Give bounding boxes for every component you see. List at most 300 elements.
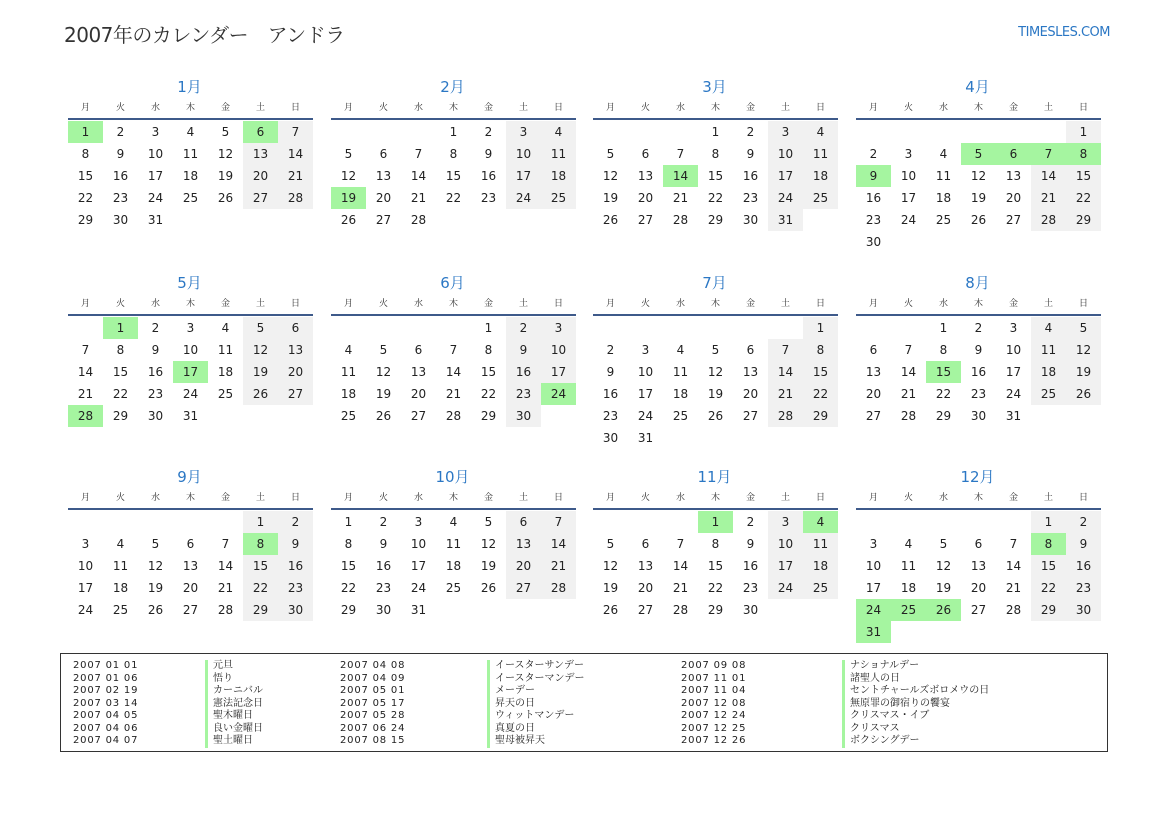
empty-cell [891,121,926,143]
holiday-name: 無原罪の御宿りの饗宴 [842,698,989,711]
day-cell: 4 [803,511,838,533]
day-cell: 18 [803,165,838,187]
day-cell: 20 [375,191,392,205]
empty-cell [68,317,103,339]
day-cell: 20 [637,581,654,595]
empty-cell [996,121,1031,143]
holiday-name: 真夏の日 [487,723,585,736]
day-grid [68,121,313,231]
day-cell: 6 [186,537,195,551]
weekday-label: 土 [255,103,265,113]
day-cell: 16 [970,365,987,379]
day-cell: 13 [182,559,199,573]
day-cell: 13 [865,365,882,379]
weekday-label: 月 [343,103,353,113]
day-cell: 3 [768,511,803,533]
weekday-label: 金 [220,103,230,113]
day-cell: 15 [445,169,462,183]
day-cell: 22 [935,387,952,401]
weekday-label: 月 [80,103,90,113]
weekday-header [593,294,838,316]
weekday-label: 土 [518,493,528,503]
empty-cell [401,121,436,143]
day-cell: 12 [970,169,987,183]
day-cell: 5 [379,343,388,357]
day-cell: 16 [865,191,882,205]
day-cell: 12 [147,559,164,573]
day-cell: 4 [116,537,125,551]
day-cell: 13 [375,169,392,183]
day-cell: 21 [445,387,462,401]
weekday-label: 火 [903,493,913,503]
day-cell: 16 [1066,555,1101,577]
weekday-label: 水 [938,493,948,503]
month-name: 8月 [965,274,990,292]
day-cell: 14 [217,559,234,573]
empty-cell [103,511,138,533]
day-cell: 6 [641,147,650,161]
weekday-label: 火 [378,103,388,113]
day-cell: 18 [445,559,462,573]
day-cell: 5 [484,515,493,529]
holiday-date: 2007 06 24 [340,722,406,734]
day-cell: 13 [243,143,278,165]
day-cell: 21 [410,191,427,205]
weekday-header [68,294,313,316]
day-cell: 30 [742,213,759,227]
day-cell: 26 [970,213,987,227]
month-name: 10月 [435,468,470,486]
month-block [331,76,576,231]
day-cell: 22 [1031,577,1066,599]
empty-cell [331,121,366,143]
empty-cell [698,317,733,339]
day-cell: 7 [1009,537,1018,551]
weekday-label: 火 [640,299,650,309]
day-grid [593,317,838,449]
day-cell: 28 [768,405,803,427]
weekday-label: 土 [1043,493,1053,503]
weekday-label: 火 [115,493,125,503]
day-cell: 1 [711,125,720,139]
weekday-label: 金 [1008,299,1018,309]
day-cell: 4 [1031,317,1066,339]
day-cell: 15 [1031,555,1066,577]
day-cell: 16 [112,169,129,183]
day-cell: 15 [803,361,838,383]
day-cell: 17 [506,165,541,187]
weekday-header [331,294,576,316]
day-cell: 8 [1031,533,1066,555]
day-cell: 12 [375,365,392,379]
day-cell: 7 [1031,143,1066,165]
day-cell: 3 [186,321,195,335]
day-cell: 9 [379,537,388,551]
holiday-name: 昇天の日 [487,698,585,711]
weekday-label: 土 [255,493,265,503]
day-cell: 12 [243,339,278,361]
empty-cell [768,317,803,339]
weekday-header [593,488,838,510]
day-cell: 28 [541,577,576,599]
day-cell: 19 [331,187,366,209]
holiday-name: クリスマス [842,723,989,736]
empty-cell [208,511,243,533]
empty-cell [366,121,401,143]
day-cell: 26 [147,603,164,617]
holiday-date: 2007 12 24 [681,710,747,721]
empty-cell [68,511,103,533]
empty-cell [366,317,401,339]
day-cell: 5 [243,317,278,339]
month-name: 1月 [177,78,202,96]
day-cell: 12 [935,559,952,573]
day-cell: 18 [672,387,689,401]
day-cell: 23 [506,383,541,405]
day-cell: 2 [746,515,755,529]
day-cell: 23 [147,387,164,401]
day-cell: 30 [1066,599,1101,621]
weekday-label: 金 [745,103,755,113]
empty-cell [663,317,698,339]
day-cell: 20 [970,581,987,595]
weekday-label: 金 [483,103,493,113]
day-cell: 16 [480,169,497,183]
day-cell: 25 [340,409,357,423]
empty-cell [926,511,961,533]
weekday-label: 金 [220,299,230,309]
day-cell: 9 [746,537,755,551]
weekday-label: 水 [413,299,423,309]
day-cell: 15 [926,361,961,383]
empty-cell [663,511,698,533]
holiday-name: カーニバル [205,685,263,698]
day-cell: 26 [480,581,497,595]
weekday-label: 月 [80,299,90,309]
day-cell: 8 [243,533,278,555]
month-name: 2月 [440,78,465,96]
day-cell: 10 [1005,343,1022,357]
holiday-date: 2007 01 06 [73,672,139,684]
day-cell: 30 [865,235,882,249]
day-cell: 4 [904,537,913,551]
day-cell: 25 [672,409,689,423]
day-cell: 14 [541,533,576,555]
day-cell: 3 [541,317,576,339]
holiday-name: 聖土曜日 [205,735,263,748]
day-cell: 28 [410,213,427,227]
day-cell: 23 [375,581,392,595]
day-cell: 29 [1066,209,1101,231]
day-cell: 22 [243,577,278,599]
day-cell: 27 [637,603,654,617]
weekday-label: 木 [448,299,458,309]
day-cell: 23 [742,191,759,205]
day-cell: 13 [278,339,313,361]
day-cell: 18 [541,165,576,187]
day-cell: 5 [711,343,720,357]
day-cell: 8 [711,537,720,551]
day-cell: 26 [217,191,234,205]
weekday-label: 水 [938,103,948,113]
weekday-label: 火 [903,299,913,309]
day-cell: 23 [602,409,619,423]
day-cell: 4 [803,121,838,143]
day-cell: 14 [900,365,917,379]
day-cell: 21 [77,387,94,401]
day-cell: 25 [803,187,838,209]
day-cell: 19 [602,581,619,595]
month-block [331,466,576,621]
day-cell: 26 [602,213,619,227]
weekday-label: 水 [150,103,160,113]
day-cell: 11 [672,365,689,379]
day-cell: 2 [116,125,125,139]
day-cell: 1 [1031,511,1066,533]
month-block [856,272,1101,427]
day-cell: 17 [768,555,803,577]
day-cell: 14 [410,169,427,183]
day-cell: 7 [221,537,230,551]
day-cell: 17 [77,581,94,595]
day-cell: 26 [1066,383,1101,405]
weekday-label: 木 [973,493,983,503]
day-cell: 11 [1031,339,1066,361]
empty-cell [628,511,663,533]
day-cell: 12 [1066,339,1101,361]
weekday-label: 月 [868,299,878,309]
day-cell: 31 [182,409,199,423]
day-cell: 7 [904,343,913,357]
weekday-label: 金 [745,299,755,309]
weekday-label: 水 [675,299,685,309]
day-cell: 5 [961,143,996,165]
day-cell: 26 [602,603,619,617]
day-cell: 2 [278,511,313,533]
day-cell: 11 [445,537,462,551]
day-cell: 27 [506,577,541,599]
day-cell: 13 [637,169,654,183]
day-cell: 10 [410,537,427,551]
month-block [68,272,313,427]
day-cell: 9 [1066,533,1101,555]
day-cell: 28 [217,603,234,617]
day-cell: 7 [278,121,313,143]
day-cell: 17 [410,559,427,573]
holiday-name: ボクシングデー [842,735,989,748]
weekday-label: 日 [290,299,300,309]
day-cell: 1 [1066,121,1101,143]
day-cell: 21 [1005,581,1022,595]
day-cell: 14 [278,143,313,165]
day-cell: 11 [541,143,576,165]
day-cell: 20 [1005,191,1022,205]
day-cell: 9 [506,339,541,361]
empty-cell [891,317,926,339]
day-cell: 15 [707,169,724,183]
holiday-date: 2007 04 07 [73,735,139,746]
empty-cell [173,511,208,533]
day-cell: 20 [278,361,313,383]
day-cell: 4 [221,321,230,335]
day-cell: 7 [81,343,90,357]
weekday-label: 木 [448,103,458,113]
day-cell: 4 [449,515,458,529]
day-cell: 13 [1005,169,1022,183]
month-name: 7月 [702,274,727,292]
day-grid [331,121,576,231]
day-cell: 23 [1066,577,1101,599]
day-cell: 3 [414,515,423,529]
day-cell: 27 [375,213,392,227]
weekday-header [856,294,1101,316]
holiday-date: 2007 08 15 [340,735,406,746]
day-cell: 27 [865,409,882,423]
empty-cell [436,317,471,339]
day-cell: 22 [112,387,129,401]
weekday-label: 水 [938,299,948,309]
weekday-header [331,98,576,120]
day-cell: 9 [116,147,125,161]
day-cell: 8 [711,147,720,161]
day-cell: 4 [541,121,576,143]
weekday-label: 金 [483,493,493,503]
weekday-label: 月 [80,493,90,503]
day-cell: 31 [856,621,891,643]
month-name: 5月 [177,274,202,292]
weekday-label: 水 [150,299,160,309]
day-cell: 30 [375,603,392,617]
month-block [856,466,1101,643]
day-cell: 11 [935,169,952,183]
day-cell: 31 [637,431,654,445]
day-cell: 2 [506,317,541,339]
weekday-header [856,98,1101,120]
day-cell: 9 [856,165,891,187]
day-cell: 24 [506,187,541,209]
day-cell: 7 [541,511,576,533]
day-cell: 15 [1066,165,1101,187]
day-cell: 29 [77,213,94,227]
day-cell: 11 [217,343,234,357]
day-cell: 20 [182,581,199,595]
day-cell: 5 [344,147,353,161]
day-cell: 3 [641,343,650,357]
day-grid [331,317,576,427]
day-cell: 24 [768,187,803,209]
weekday-label: 金 [745,493,755,503]
day-cell: 6 [379,147,388,161]
day-cell: 8 [803,339,838,361]
holiday-name: イースターサンデー [487,660,585,673]
day-cell: 25 [217,387,234,401]
holiday-name: クリスマス・イブ [842,710,989,723]
holiday-name: イースターマンデー [487,673,585,686]
day-cell: 10 [182,343,199,357]
day-grid [856,511,1101,643]
day-cell: 18 [935,191,952,205]
day-cell: 18 [340,387,357,401]
day-cell: 19 [375,387,392,401]
weekday-label: 日 [1078,493,1088,503]
day-cell: 6 [641,537,650,551]
day-cell: 26 [340,213,357,227]
day-cell: 5 [606,147,615,161]
day-cell: 24 [147,191,164,205]
day-cell: 28 [1031,209,1066,231]
day-cell: 3 [904,147,913,161]
day-cell: 2 [1066,511,1101,533]
day-cell: 9 [746,147,755,161]
empty-cell [891,511,926,533]
day-cell: 9 [606,365,615,379]
weekday-label: 月 [343,299,353,309]
day-cell: 3 [81,537,90,551]
day-cell: 2 [974,321,983,335]
weekday-label: 金 [220,493,230,503]
day-cell: 30 [742,603,759,617]
day-cell: 2 [151,321,160,335]
weekday-label: 火 [378,299,388,309]
day-cell: 30 [112,213,129,227]
holiday-date: 2007 12 25 [681,722,747,734]
weekday-label: 日 [815,299,825,309]
day-cell: 8 [116,343,125,357]
day-cell: 14 [663,165,698,187]
holiday-name: 憲法記念日 [205,698,263,711]
weekday-label: 月 [605,493,615,503]
empty-cell [856,511,891,533]
holiday-date: 2007 02 19 [73,685,139,696]
day-cell: 24 [1005,387,1022,401]
day-cell: 24 [410,581,427,595]
weekday-label: 月 [343,493,353,503]
day-cell: 1 [103,317,138,339]
day-cell: 1 [68,121,103,143]
day-cell: 8 [449,147,458,161]
day-cell: 1 [344,515,353,529]
day-cell: 30 [506,405,541,427]
day-cell: 28 [672,213,689,227]
day-cell: 18 [182,169,199,183]
day-cell: 15 [707,559,724,573]
day-cell: 17 [900,191,917,205]
holiday-name: 諸聖人の日 [842,673,989,686]
weekday-label: 日 [290,103,300,113]
weekday-label: 水 [413,493,423,503]
weekday-label: 木 [185,103,195,113]
day-cell: 1 [939,321,948,335]
day-cell: 9 [278,533,313,555]
day-cell: 23 [480,191,497,205]
day-cell: 8 [344,537,353,551]
day-cell: 19 [602,191,619,205]
day-cell: 17 [865,581,882,595]
day-cell: 16 [742,559,759,573]
holiday-name: ナショナルデー [842,660,989,673]
brand-link[interactable]: TIMESLES.COM [1018,25,1110,40]
day-cell: 6 [869,343,878,357]
day-cell: 28 [900,409,917,423]
weekday-label: 木 [448,493,458,503]
day-cell: 21 [217,581,234,595]
day-cell: 12 [480,537,497,551]
weekday-label: 金 [1008,493,1018,503]
day-cell: 29 [480,409,497,423]
day-cell: 6 [506,511,541,533]
day-cell: 29 [1031,599,1066,621]
day-cell: 10 [865,559,882,573]
